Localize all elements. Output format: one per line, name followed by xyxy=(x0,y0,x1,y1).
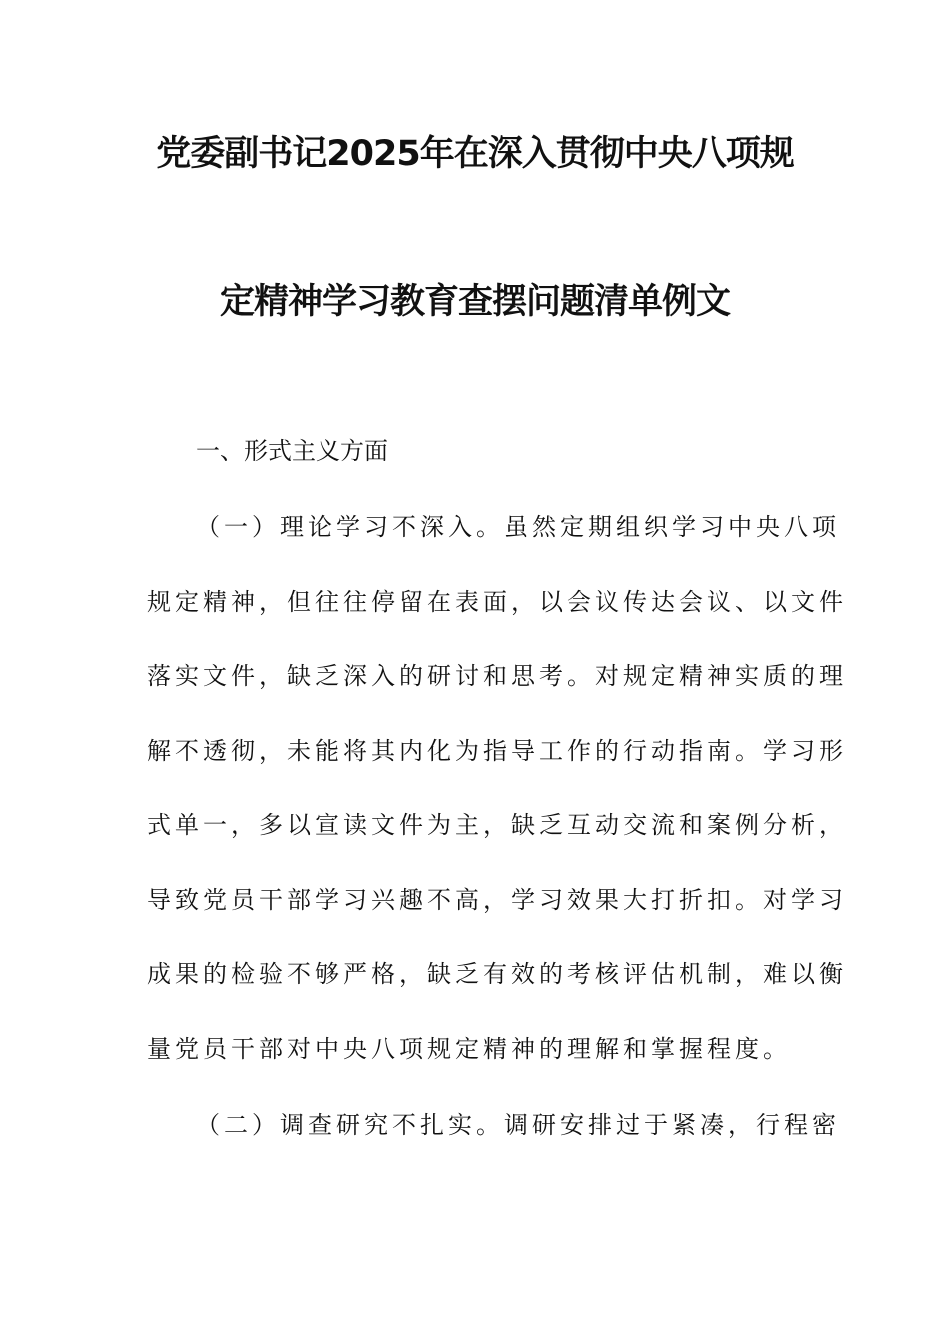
paragraph-line: 解不透彻，未能将其内化为指导工作的行动指南。学习形 xyxy=(147,737,847,765)
paragraph-line: 规定精神，但往往停留在表面，以会议传达会议、以文件 xyxy=(147,588,847,616)
paragraph-line: （二）调查研究不扎实。调研安排过于紧凑，行程密 xyxy=(196,1111,840,1139)
section-heading: 一、形式主义方面 xyxy=(196,437,388,465)
document-title-line-2: 定精神学习教育查摆问题清单例文 xyxy=(219,282,730,322)
paragraph-line: 式单一，多以宣读文件为主，缺乏互动交流和案例分析， xyxy=(147,811,847,839)
paragraph-line: 量党员干部对中央八项规定精神的理解和掌握程度。 xyxy=(147,1035,791,1063)
paragraph-line: （一）理论学习不深入。虽然定期组织学习中央八项 xyxy=(196,513,840,541)
document-title-line-1: 党委副书记2025年在深入贯彻中央八项规 xyxy=(156,134,794,174)
paragraph-line: 落实文件，缺乏深入的研讨和思考。对规定精神实质的理 xyxy=(147,662,847,690)
paragraph-line: 导致党员干部学习兴趣不高，学习效果大打折扣。对学习 xyxy=(147,886,847,914)
paragraph-line: 成果的检验不够严格，缺乏有效的考核评估机制，难以衡 xyxy=(147,960,847,988)
